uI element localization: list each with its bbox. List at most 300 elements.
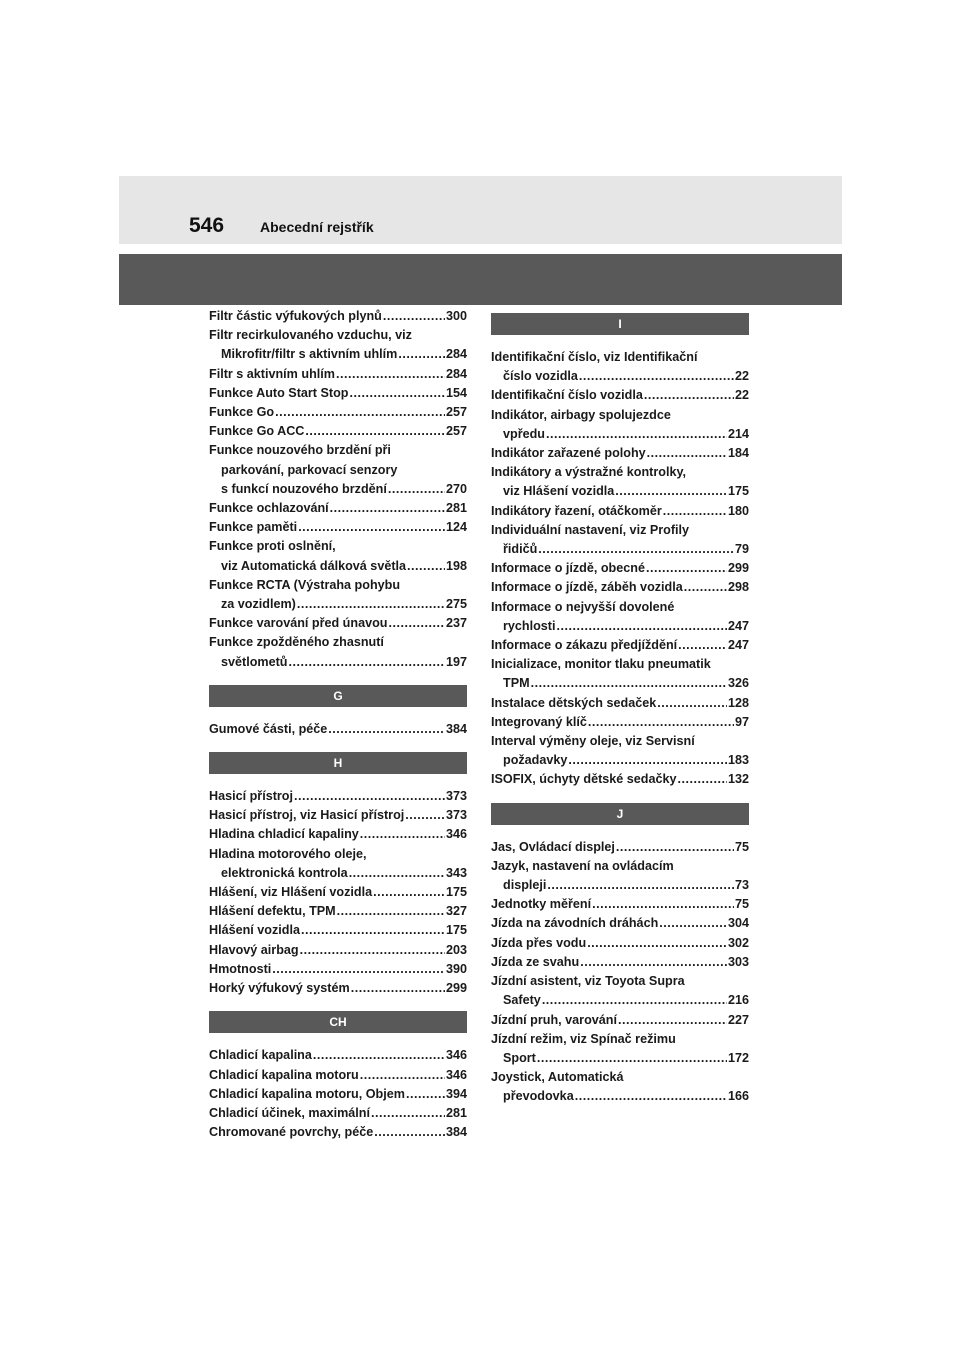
index-entry-line bbox=[209, 576, 467, 595]
index-entry-text: Chromované povrchy, péče bbox=[209, 1125, 374, 1140]
index-entry-line bbox=[491, 598, 749, 617]
index-entry bbox=[491, 598, 749, 636]
dot-leader bbox=[646, 559, 727, 578]
index-entry-text: Jízdní režim, viz Spínač režimu bbox=[491, 1031, 676, 1046]
dot-leader bbox=[568, 751, 727, 770]
index-entry-text: Funkce paměti bbox=[209, 520, 298, 535]
index-entry-page[interactable]: 343 bbox=[445, 865, 467, 880]
index-entry bbox=[209, 1046, 467, 1065]
index-entry bbox=[491, 636, 749, 655]
index-entry bbox=[491, 348, 749, 386]
index-entry-line bbox=[209, 537, 467, 556]
index-entry-line bbox=[209, 518, 467, 537]
dot-leader bbox=[579, 367, 734, 386]
index-entry-line bbox=[209, 461, 467, 480]
index-entry-text: Gumové části, péče bbox=[209, 721, 328, 736]
index-entry-text: parkování, parkovací senzory bbox=[221, 462, 398, 477]
index-entry bbox=[491, 502, 749, 521]
index-entry-line bbox=[209, 1046, 467, 1065]
index-entry bbox=[209, 1104, 467, 1123]
dot-leader bbox=[298, 518, 445, 537]
index-entry-page[interactable]: 384 bbox=[445, 721, 467, 736]
index-entry-page[interactable]: 237 bbox=[445, 616, 467, 631]
index-entry-line bbox=[491, 1011, 749, 1030]
index-entry-text: Jednotky měření bbox=[491, 897, 592, 912]
index-entry-text: displeji bbox=[503, 878, 547, 893]
index-entry-line bbox=[491, 1030, 749, 1049]
index-entry-text: požadavky bbox=[503, 753, 568, 768]
index-entry-line bbox=[209, 1085, 467, 1104]
dot-leader bbox=[406, 1085, 445, 1104]
index-entry bbox=[491, 559, 749, 578]
index-entry bbox=[209, 576, 467, 614]
index-entry bbox=[209, 960, 467, 979]
index-entry-text: Jas, Ovládací displej bbox=[491, 839, 615, 854]
index-entry-page[interactable]: 275 bbox=[445, 597, 467, 612]
dot-leader bbox=[373, 883, 445, 902]
index-entry-line bbox=[209, 1104, 467, 1123]
index-entry-text: Hlášení, viz Hlášení vozidla bbox=[209, 885, 373, 900]
index-entry bbox=[209, 787, 467, 806]
index-entry-text: Informace o jízdě, záběh vozidla bbox=[491, 580, 683, 595]
index-entry bbox=[209, 1085, 467, 1104]
index-entry bbox=[491, 770, 749, 789]
dot-leader bbox=[337, 902, 445, 921]
dot-leader bbox=[588, 713, 734, 732]
index-entry-text: Hlášení vozidla bbox=[209, 923, 300, 938]
index-entry-text: Jízda ze svahu bbox=[491, 954, 580, 969]
index-entry-line bbox=[209, 345, 467, 364]
index-entry-text: Safety bbox=[503, 993, 541, 1008]
dot-leader bbox=[275, 403, 445, 422]
index-entry-page[interactable]: 75 bbox=[734, 897, 749, 912]
dot-leader bbox=[313, 1046, 445, 1065]
index-entry-text: Chladicí kapalina motoru, Objem bbox=[209, 1086, 405, 1101]
dot-leader bbox=[330, 499, 445, 518]
index-entry bbox=[209, 845, 467, 883]
index-entry-page[interactable]: 300 bbox=[445, 309, 467, 323]
index-entry bbox=[491, 463, 749, 501]
index-entry-page[interactable]: 132 bbox=[727, 772, 749, 787]
index-entry-text: převodovka bbox=[503, 1089, 574, 1104]
dot-leader bbox=[289, 653, 445, 672]
index-entry bbox=[491, 732, 749, 770]
index-entry-text: Integrovaný klíč bbox=[491, 714, 587, 729]
index-entry-line bbox=[209, 307, 467, 326]
index-entry-text: Mikrofitr/filtr s aktivním uhlím bbox=[221, 347, 398, 362]
index-entry bbox=[209, 921, 467, 940]
dot-leader bbox=[374, 1123, 445, 1142]
index-entry-page[interactable]: 281 bbox=[445, 1105, 467, 1120]
index-entry-line bbox=[491, 876, 749, 895]
index-entry-text: vpředu bbox=[503, 426, 545, 441]
index-entry-text: Funkce Go ACC bbox=[209, 424, 305, 439]
index-entry-text: Interval výměny oleje, viz Servisní bbox=[491, 734, 695, 749]
dot-leader bbox=[328, 720, 445, 739]
dot-leader bbox=[398, 345, 445, 364]
index-entry bbox=[209, 403, 467, 422]
dot-leader bbox=[360, 1066, 445, 1085]
index-entry bbox=[209, 883, 467, 902]
index-entry-text: s funkcí nouzového brzdění bbox=[221, 481, 387, 496]
index-entry-line bbox=[491, 694, 749, 713]
index-entry-page[interactable]: 373 bbox=[445, 808, 467, 823]
index-entry-page[interactable]: 128 bbox=[727, 695, 749, 710]
index-entry-line bbox=[209, 787, 467, 806]
index-entry-page[interactable]: 281 bbox=[445, 501, 467, 516]
dot-leader bbox=[542, 991, 727, 1010]
letter-heading: CH bbox=[209, 1011, 467, 1033]
dot-leader bbox=[618, 1011, 727, 1030]
index-entry-line bbox=[209, 883, 467, 902]
dot-leader bbox=[592, 895, 734, 914]
dot-leader bbox=[349, 384, 445, 403]
dot-leader bbox=[580, 953, 727, 972]
index-entry bbox=[209, 441, 467, 499]
index-entry-page[interactable]: 22 bbox=[734, 388, 749, 403]
index-entry-page[interactable]: 75 bbox=[734, 839, 749, 854]
index-entry bbox=[491, 694, 749, 713]
index-entry bbox=[209, 614, 467, 633]
dot-leader bbox=[663, 502, 727, 521]
index-entry-text: Funkce nouzového brzdění při bbox=[209, 443, 391, 458]
index-entry-text: Filtr částic výfukových plynů bbox=[209, 309, 382, 323]
page-number: 546 bbox=[189, 214, 225, 237]
dot-leader bbox=[657, 694, 727, 713]
index-entry-text: Hlavový airbag bbox=[209, 942, 299, 957]
index-entry-text: za vozidlem) bbox=[221, 597, 296, 612]
index-entry-page[interactable]: 284 bbox=[445, 366, 467, 381]
index-entry-page[interactable]: 198 bbox=[445, 558, 467, 573]
header-band bbox=[119, 176, 842, 244]
index-entry bbox=[491, 1030, 749, 1068]
index-entry-line bbox=[491, 578, 749, 597]
index-entry bbox=[491, 406, 749, 444]
index-entry-text: Hladina motorového oleje, bbox=[209, 846, 367, 861]
index-entry bbox=[209, 1123, 467, 1142]
index-entry-line bbox=[209, 921, 467, 940]
dot-leader bbox=[616, 838, 734, 857]
index-entry-page[interactable]: 172 bbox=[727, 1050, 749, 1065]
index-entry-line bbox=[209, 384, 467, 403]
index-entry-text: Funkce proti oslnění, bbox=[209, 539, 336, 554]
index-entry-line bbox=[209, 422, 467, 441]
dot-leader bbox=[300, 941, 445, 960]
index-entry-page[interactable]: 346 bbox=[445, 1048, 467, 1063]
dot-leader bbox=[349, 864, 445, 883]
index-entry-text: Funkce ochlazování bbox=[209, 501, 329, 516]
index-entry-page[interactable]: 124 bbox=[445, 520, 467, 535]
index-entry-page[interactable]: 22 bbox=[734, 369, 749, 384]
index-entry bbox=[491, 838, 749, 857]
index-entry-page[interactable]: 73 bbox=[734, 878, 749, 893]
index-entry-text: Jazyk, nastavení na ovládacím bbox=[491, 858, 674, 873]
index-column-left bbox=[209, 307, 467, 1142]
index-entry-line bbox=[491, 674, 749, 693]
dot-leader bbox=[371, 1104, 445, 1123]
dot-leader bbox=[297, 595, 445, 614]
dot-leader bbox=[615, 482, 727, 501]
index-entry bbox=[209, 902, 467, 921]
index-entry-line bbox=[491, 636, 749, 655]
index-entry-text: Sport bbox=[503, 1050, 536, 1065]
index-entry-line bbox=[491, 367, 749, 386]
index-entry bbox=[209, 633, 467, 671]
index-entry-line bbox=[491, 425, 749, 444]
index-entry-text: Funkce Auto Start Stop bbox=[209, 385, 349, 400]
index-entry-text: Individuální nastavení, viz Profily bbox=[491, 522, 690, 537]
index-entry bbox=[491, 521, 749, 559]
index-entry-text: Filtr s aktivním uhlím bbox=[209, 366, 335, 381]
index-entry bbox=[491, 972, 749, 1010]
index-entry-text: Hmotnosti bbox=[209, 961, 272, 976]
index-entry-page[interactable]: 284 bbox=[445, 347, 467, 362]
index-entry-page[interactable]: 203 bbox=[445, 942, 467, 957]
index-entry-line bbox=[209, 1066, 467, 1085]
index-entry-page[interactable]: 270 bbox=[445, 481, 467, 496]
index-entry-text: Instalace dětských sedaček bbox=[491, 695, 657, 710]
index-entry bbox=[209, 365, 467, 384]
index-entry bbox=[209, 326, 467, 364]
index-entry bbox=[491, 1068, 749, 1106]
index-entry-line bbox=[209, 557, 467, 576]
index-entry-line bbox=[491, 386, 749, 405]
index-entry-text: elektronická kontrola bbox=[221, 865, 348, 880]
index-entry bbox=[209, 499, 467, 518]
index-entry bbox=[491, 386, 749, 405]
section-title: Abecední rejstřík bbox=[260, 219, 374, 235]
index-entry-page[interactable]: 79 bbox=[734, 542, 749, 557]
index-entry-line bbox=[209, 595, 467, 614]
index-entry-text: Hlášení defektu, TPM bbox=[209, 904, 336, 919]
index-entry-line bbox=[209, 633, 467, 652]
index-entry-text: viz Automatická dálková světla bbox=[221, 558, 407, 573]
dot-leader bbox=[301, 921, 445, 940]
index-entry-text: Funkce RCTA (Výstraha pohybu bbox=[209, 577, 401, 592]
index-entry bbox=[209, 384, 467, 403]
index-entry-page[interactable]: 299 bbox=[727, 561, 749, 576]
index-entry bbox=[209, 537, 467, 575]
index-entry-text: Funkce zpožděného zhasnutí bbox=[209, 635, 384, 650]
index-entry-line bbox=[491, 770, 749, 789]
index-entry-page[interactable]: 394 bbox=[445, 1086, 467, 1101]
index-entry-page[interactable]: 175 bbox=[727, 484, 749, 499]
index-entry-page[interactable]: 175 bbox=[445, 885, 467, 900]
index-entry-text: Funkce Go bbox=[209, 405, 275, 420]
index-entry bbox=[209, 422, 467, 441]
index-entry-page[interactable]: 154 bbox=[445, 385, 467, 400]
index-entry-line bbox=[209, 825, 467, 844]
dot-leader bbox=[659, 914, 727, 933]
index-entry-line bbox=[491, 991, 749, 1010]
index-entry-page[interactable]: 298 bbox=[727, 580, 749, 595]
dot-leader bbox=[647, 444, 727, 463]
index-entry-page[interactable]: 97 bbox=[734, 714, 749, 729]
index-entry-text: Horký výfukový systém bbox=[209, 981, 350, 996]
index-entry-text: Identifikační číslo vozidla bbox=[491, 388, 643, 403]
index-entry-text: Funkce varování před únavou bbox=[209, 616, 388, 631]
index-entry-text: světlometů bbox=[221, 654, 288, 669]
index-entry-page[interactable]: 175 bbox=[445, 923, 467, 938]
index-entry-page[interactable]: 302 bbox=[727, 935, 749, 950]
index-entry-page[interactable]: 327 bbox=[445, 904, 467, 919]
dot-leader bbox=[538, 540, 734, 559]
index-entry bbox=[209, 518, 467, 537]
index-entry-text: Jízda na závodních dráhách bbox=[491, 916, 659, 931]
index-entry-page[interactable]: 180 bbox=[727, 503, 749, 518]
index-entry-line bbox=[491, 713, 749, 732]
index-entry-page[interactable]: 257 bbox=[445, 405, 467, 420]
dot-leader bbox=[547, 876, 734, 895]
index-entry-line bbox=[491, 838, 749, 857]
index-entry-page[interactable]: 247 bbox=[727, 638, 749, 653]
index-entry-text: Informace o jízdě, obecné bbox=[491, 561, 645, 576]
index-entry-line bbox=[491, 857, 749, 876]
letter-heading: J bbox=[491, 803, 749, 825]
index-entry-line bbox=[491, 559, 749, 578]
letter-heading: H bbox=[209, 752, 467, 774]
index-entry-page[interactable]: 183 bbox=[727, 753, 749, 768]
index-entry-page[interactable]: 346 bbox=[445, 827, 467, 842]
dot-leader bbox=[407, 557, 445, 576]
index-entry bbox=[491, 1011, 749, 1030]
index-entry bbox=[209, 941, 467, 960]
index-entry-text: Informace o zákazu předjíždění bbox=[491, 638, 678, 653]
index-entry-text: Informace o nejvyšší dovolené bbox=[491, 599, 675, 614]
index-entry-line bbox=[491, 502, 749, 521]
index-entry bbox=[209, 979, 467, 998]
index-entry-text: rychlosti bbox=[503, 618, 556, 633]
index-entry-page[interactable]: 299 bbox=[445, 981, 467, 996]
index-entry bbox=[209, 307, 467, 326]
index-entry-line bbox=[209, 806, 467, 825]
index-entry bbox=[491, 578, 749, 597]
dot-leader bbox=[388, 614, 445, 633]
dot-leader bbox=[684, 578, 727, 597]
dot-leader bbox=[678, 770, 727, 789]
index-entry bbox=[491, 857, 749, 895]
index-entry-page[interactable]: 184 bbox=[727, 446, 749, 461]
index-entry bbox=[491, 713, 749, 732]
index-entry-line bbox=[209, 979, 467, 998]
index-entry-page[interactable]: 304 bbox=[727, 916, 749, 931]
index-entry-page[interactable]: 197 bbox=[445, 654, 467, 669]
index-entry-page[interactable]: 247 bbox=[727, 618, 749, 633]
index-entry-line bbox=[491, 914, 749, 933]
index-entry-line bbox=[209, 902, 467, 921]
index-entry-line bbox=[209, 441, 467, 460]
dot-leader bbox=[546, 425, 727, 444]
index-entry-text: Hasicí přístroj, viz Hasicí přístroj bbox=[209, 808, 405, 823]
letter-heading: I bbox=[491, 313, 749, 335]
index-entry-text: Jízdní pruh, varování bbox=[491, 1012, 617, 1027]
index-entry-text: Chladicí účinek, maximální bbox=[209, 1105, 370, 1120]
index-entry bbox=[491, 444, 749, 463]
index-entry-line bbox=[209, 653, 467, 672]
dot-leader bbox=[272, 960, 445, 979]
dot-leader bbox=[557, 617, 727, 636]
index-entry-line bbox=[491, 895, 749, 914]
dot-leader bbox=[351, 979, 445, 998]
index-column-right bbox=[491, 307, 749, 1107]
index-entry-line bbox=[491, 444, 749, 463]
dot-leader bbox=[405, 806, 445, 825]
index-entry-line bbox=[491, 406, 749, 425]
index-entry-page[interactable]: 303 bbox=[727, 954, 749, 969]
index-entry-line bbox=[209, 1123, 467, 1142]
dot-leader bbox=[644, 386, 734, 405]
index-entry-page[interactable]: 227 bbox=[727, 1012, 749, 1027]
index-entry-page[interactable]: 373 bbox=[445, 789, 467, 804]
index-entry-page[interactable]: 384 bbox=[445, 1125, 467, 1140]
index-entry-page[interactable]: 346 bbox=[445, 1067, 467, 1082]
index-entry-text: viz Hlášení vozidla bbox=[503, 484, 615, 499]
index-entry-text: Jízda přes vodu bbox=[491, 935, 587, 950]
index-entry-text: Indikátor, airbagy spolujezdce bbox=[491, 407, 671, 422]
index-entry-page[interactable]: 390 bbox=[445, 961, 467, 976]
index-entry-text: Chladicí kapalina bbox=[209, 1048, 312, 1063]
index-entry-line bbox=[209, 365, 467, 384]
index-entry-line bbox=[209, 403, 467, 422]
index-entry bbox=[209, 1066, 467, 1085]
index-entry-page[interactable]: 326 bbox=[727, 676, 749, 691]
index-entry-text: Indikátor zařazené polohy bbox=[491, 446, 646, 461]
dot-leader bbox=[537, 1049, 727, 1068]
index-entry-page[interactable]: 166 bbox=[727, 1089, 749, 1104]
index-entry-page[interactable]: 214 bbox=[727, 426, 749, 441]
dot-leader bbox=[383, 307, 445, 326]
index-entry bbox=[491, 914, 749, 933]
index-entry-text: Filtr recirkulovaného vzduchu, viz bbox=[209, 328, 412, 343]
index-entry-line bbox=[491, 540, 749, 559]
index-entry-page[interactable]: 216 bbox=[727, 993, 749, 1008]
index-entry-text: číslo vozidla bbox=[503, 369, 578, 384]
index-entry-line bbox=[209, 941, 467, 960]
index-entry-page[interactable]: 257 bbox=[445, 424, 467, 439]
index-entry-line bbox=[491, 751, 749, 770]
index-entry-line bbox=[491, 1068, 749, 1087]
index-entry bbox=[209, 825, 467, 844]
index-entry-line bbox=[491, 1087, 749, 1106]
index-entry-line bbox=[491, 482, 749, 501]
index-entry-line bbox=[491, 953, 749, 972]
index-entry-line bbox=[491, 463, 749, 482]
index-entry-text: Indikátory a výstražné kontrolky, bbox=[491, 465, 687, 480]
dot-leader bbox=[531, 674, 727, 693]
index-entry bbox=[491, 953, 749, 972]
dot-leader bbox=[294, 787, 445, 806]
index-entry-text: Chladicí kapalina motoru bbox=[209, 1067, 359, 1082]
dot-leader bbox=[305, 422, 445, 441]
dot-leader bbox=[587, 934, 727, 953]
index-entry-text: řidičů bbox=[503, 542, 538, 557]
index-entry-line bbox=[491, 1049, 749, 1068]
index-entry-text: Hasicí přístroj bbox=[209, 789, 293, 804]
index-entry bbox=[491, 895, 749, 914]
index-entry-text: ISOFIX, úchyty dětské sedačky bbox=[491, 772, 677, 787]
index-entry-text: Jízdní asistent, viz Toyota Supra bbox=[491, 974, 685, 989]
index-entry-line bbox=[209, 499, 467, 518]
index-entry bbox=[491, 655, 749, 693]
index-entry-line bbox=[209, 845, 467, 864]
index-entry-line bbox=[209, 720, 467, 739]
index-entry-text: Inicializace, monitor tlaku pneumatik bbox=[491, 657, 711, 672]
dot-leader bbox=[388, 480, 445, 499]
index-entry-line bbox=[491, 732, 749, 751]
index-entry-line bbox=[209, 614, 467, 633]
index-entry-text: Indikátory řazení, otáčkoměr bbox=[491, 503, 662, 518]
index-entry-line bbox=[209, 960, 467, 979]
